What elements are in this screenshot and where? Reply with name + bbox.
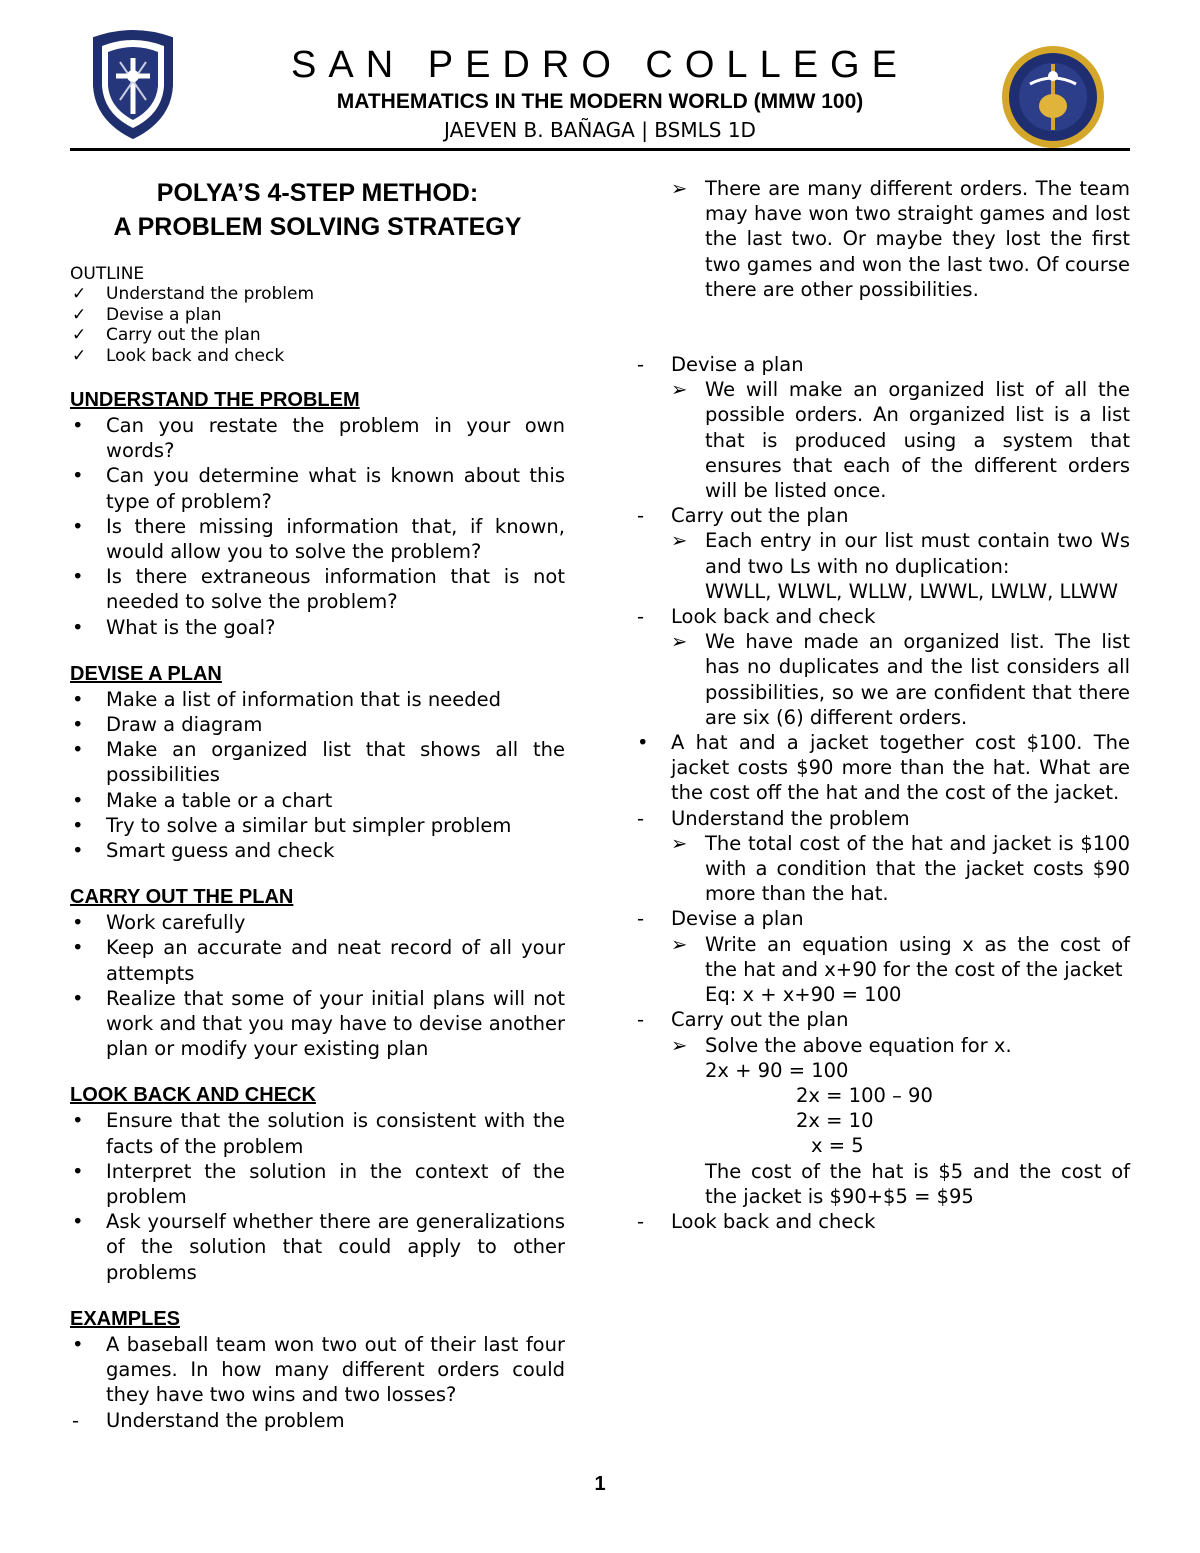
checkmark-icon: ✓: [72, 304, 87, 325]
bullet-icon: •: [72, 565, 84, 589]
solution-step: [635, 1108, 1130, 1133]
order-list: WWLL, WLWL, WLLW, LWWL, LWLW, LLWW: [705, 579, 1118, 603]
item-text: Make a list of information that is needed: [106, 687, 501, 711]
item-text: Can you determine what is known about this type of problem?: [106, 464, 565, 513]
step-label: [635, 1007, 1130, 1032]
document-title: [70, 176, 565, 244]
dash-icon: -: [72, 1408, 80, 1432]
section-heading-understand: UNDERSTAND THE PROBLEM: [70, 389, 360, 411]
bullet-icon: •: [72, 713, 84, 737]
examples-list-continued: [635, 730, 1130, 806]
bullet-icon: •: [72, 414, 84, 437]
right-column: [635, 176, 1130, 1234]
bullet-icon: •: [72, 1210, 84, 1234]
step-detail-text: We have made an organized list. The list has no duplicates and the list considers all possibilities, so we are confident that there are six (6) different orders.: [705, 630, 1130, 729]
dash-icon: -: [637, 907, 645, 931]
checkmark-icon: ✓: [72, 345, 87, 366]
outline-item-text: Carry out the plan: [106, 325, 261, 345]
bullet-icon: •: [72, 986, 84, 1010]
step-label-text: Carry out the plan: [671, 1008, 849, 1032]
list-item: [70, 1108, 565, 1158]
arrow-bullet-icon: ➢: [671, 831, 688, 855]
carry-list: [70, 910, 565, 1061]
list-item: [70, 935, 565, 985]
bullet-icon: •: [72, 687, 84, 711]
bullet-icon: •: [72, 936, 84, 960]
bullet-icon: •: [637, 731, 649, 755]
arrow-bullet-icon: ➢: [671, 177, 688, 200]
header: [70, 22, 1130, 152]
step-detail: [635, 176, 1130, 302]
header-rule: [70, 148, 1130, 151]
list-item: [70, 305, 565, 326]
checkmark-icon: ✓: [72, 284, 87, 304]
item-text: Ensure that the solution is consistent with the facts of the problem: [106, 1109, 565, 1158]
item-text: Ask yourself whether there are generalizations of the solution that could apply to other problems: [106, 1210, 565, 1284]
solution-step-text: 2x + 90 = 100: [705, 1058, 849, 1082]
outline-item-text: Look back and check: [106, 345, 285, 366]
list-item: [70, 413, 565, 463]
bullet-icon: •: [72, 839, 84, 863]
item-text: Try to solve a similar but simpler problem: [106, 813, 512, 837]
solution-step-text: x = 5: [811, 1134, 864, 1158]
step-detail-text: We will make an organized list of all the possible orders. An organized list is a list that is produced using a system that ensures that each of the different orders will be listed once.: [705, 378, 1130, 503]
bullet-icon: •: [72, 911, 84, 935]
dash-icon: -: [637, 353, 645, 377]
list-item: [70, 615, 565, 640]
step-label-text: Devise a plan: [671, 353, 804, 377]
list-item: [70, 910, 565, 935]
title-line-1: POLYA’S 4-STEP METHOD:: [156, 179, 479, 207]
step-label: [635, 604, 1130, 629]
bullet-icon: •: [72, 1109, 84, 1133]
list-item: [70, 284, 565, 305]
bullet-icon: •: [72, 1159, 84, 1183]
step-detail-text: The total cost of the hat and jacket is $100 with a condition that the jacket costs $90 more than the hat.: [705, 831, 1130, 906]
list-item: [70, 687, 565, 712]
dash-icon: -: [637, 1209, 645, 1233]
list-item: [70, 986, 565, 1062]
bullet-icon: •: [72, 615, 84, 639]
step-detail: [635, 629, 1130, 730]
outline-item-text: Understand the problem: [106, 284, 315, 304]
outline-item-text: Devise a plan: [106, 304, 222, 325]
list-item: [70, 514, 565, 564]
list-item: [70, 838, 565, 863]
step-detail-text: Solve the above equation for x.: [705, 1033, 1012, 1057]
list-item: [70, 1332, 565, 1408]
section-heading-examples: EXAMPLES: [70, 1307, 181, 1330]
arrow-bullet-icon: ➢: [671, 529, 688, 553]
list-item: [70, 564, 565, 614]
step-label: [70, 1408, 565, 1433]
item-text: What is the goal?: [106, 615, 276, 639]
item-text: Realize that some of your initial plans will not work and that you may have to devise another plan or modify your existing plan: [106, 986, 565, 1061]
list-item: [70, 737, 565, 787]
step-detail: [635, 1033, 1130, 1058]
item-text: Is there extraneous information that is not needed to solve the problem?: [106, 565, 565, 614]
step-label: [635, 352, 1130, 377]
bullet-icon: •: [72, 514, 84, 538]
outline-label: OUTLINE: [70, 264, 145, 284]
example-question: A hat and a jacket together cost $100. The jacket costs $90 more than the hat. What are the cost off the hat and the cost of the jacket.: [671, 731, 1130, 805]
step-label-text: Look back and check: [671, 1209, 876, 1233]
list-item: [70, 712, 565, 737]
dash-icon: -: [637, 504, 645, 528]
checkmark-icon: ✓: [72, 325, 87, 345]
list-item: [635, 730, 1130, 806]
item-text: Smart guess and check: [106, 839, 335, 863]
item-text: Draw a diagram: [106, 713, 263, 737]
bullet-icon: •: [72, 1332, 84, 1356]
step-detail: [635, 932, 1130, 982]
lookback-list: [70, 1108, 565, 1284]
list-item: [70, 346, 565, 367]
list-item: [70, 813, 565, 838]
understand-list: [70, 413, 565, 640]
bullet-icon: •: [72, 464, 84, 488]
dash-icon: -: [637, 1008, 645, 1032]
answer: The cost of the hat is $5 and the cost of the jacket is $90+$5 = $95: [705, 1159, 1130, 1208]
section-heading-carry: CARRY OUT THE PLAN: [70, 886, 294, 909]
step-detail: [635, 528, 1130, 578]
solution-step: [635, 1058, 1130, 1083]
arrow-bullet-icon: ➢: [671, 378, 688, 402]
step-label: [635, 1209, 1130, 1234]
course-title: MATHEMATICS IN THE MODERN WORLD (MMW 100): [336, 90, 864, 113]
bullet-icon: •: [72, 788, 84, 812]
item-text: Make an organized list that shows all the possibilities: [106, 738, 565, 787]
step-detail-text: Each entry in our list must contain two Ws and two Ls with no duplication:: [705, 529, 1130, 578]
examples-list: [70, 1332, 565, 1408]
page-number: 1: [594, 1473, 606, 1495]
equation: Eq: x + x+90 = 100: [705, 983, 902, 1007]
spacer: [635, 302, 1130, 352]
dash-icon: -: [637, 605, 645, 629]
step-label-text: Devise a plan: [671, 907, 804, 931]
step-label: [635, 806, 1130, 831]
step-label-text: Understand the problem: [106, 1408, 345, 1432]
dash-icon: -: [637, 806, 645, 830]
solution-step-text: 2x = 10: [796, 1109, 874, 1133]
solution-step-text: 2x = 100 – 90: [796, 1083, 933, 1107]
arrow-bullet-icon: ➢: [671, 932, 688, 956]
item-text: Work carefully: [106, 911, 246, 935]
author-line: JAEVEN B. BAÑAGA | BSMLS 1D: [444, 118, 756, 142]
bullet-icon: •: [72, 738, 84, 762]
step-label: [635, 906, 1130, 931]
item-text: Is there missing information that, if known, would allow you to solve the problem?: [106, 514, 565, 564]
title-line-2: A PROBLEM SOLVING STRATEGY: [113, 213, 522, 241]
item-text: Keep an accurate and neat record of all your attempts: [106, 936, 565, 985]
college-name: SAN PEDRO COLLEGE: [291, 44, 909, 86]
solution-step: [635, 1083, 1130, 1108]
list-item: [70, 788, 565, 813]
example-question: A baseball team won two out of their last four games. In how many different orders could they have two wins and two losses?: [106, 1332, 565, 1407]
step-detail: [635, 377, 1130, 503]
bullet-icon: •: [72, 813, 84, 837]
solution-step: [635, 1133, 1130, 1158]
item-text: Make a table or a chart: [106, 788, 333, 812]
list-item: [70, 325, 565, 346]
arrow-bullet-icon: ➢: [671, 1033, 688, 1057]
item-text: Interpret the solution in the context of the problem: [106, 1159, 565, 1209]
step-detail-text: There are many different orders. The team may have won two straight games and lost the last two. Or maybe they lost the first two games and won the last two. Of course there are other possibilities.: [705, 177, 1130, 301]
devise-list: [70, 687, 565, 863]
list-item: [70, 1159, 565, 1209]
list-item: [70, 463, 565, 513]
arrow-bullet-icon: ➢: [671, 630, 688, 654]
step-detail: [635, 831, 1130, 907]
list-item: [70, 1209, 565, 1285]
outline-list: [70, 284, 565, 366]
section-heading-lookback: LOOK BACK AND CHECK: [70, 1084, 316, 1107]
step-label-text: Understand the problem: [671, 806, 910, 830]
left-column: [70, 170, 565, 1433]
step-label: [635, 503, 1130, 528]
step-detail-text: Write an equation using x as the cost of the hat and x+90 for the cost of the jacket: [705, 932, 1130, 981]
section-heading-devise: DEVISE A PLAN: [70, 662, 222, 685]
step-label-text: Carry out the plan: [671, 504, 849, 528]
item-text: Can you restate the problem in your own words?: [106, 414, 565, 463]
step-label-text: Look back and check: [671, 605, 876, 629]
department-seal-icon: [1000, 44, 1106, 150]
